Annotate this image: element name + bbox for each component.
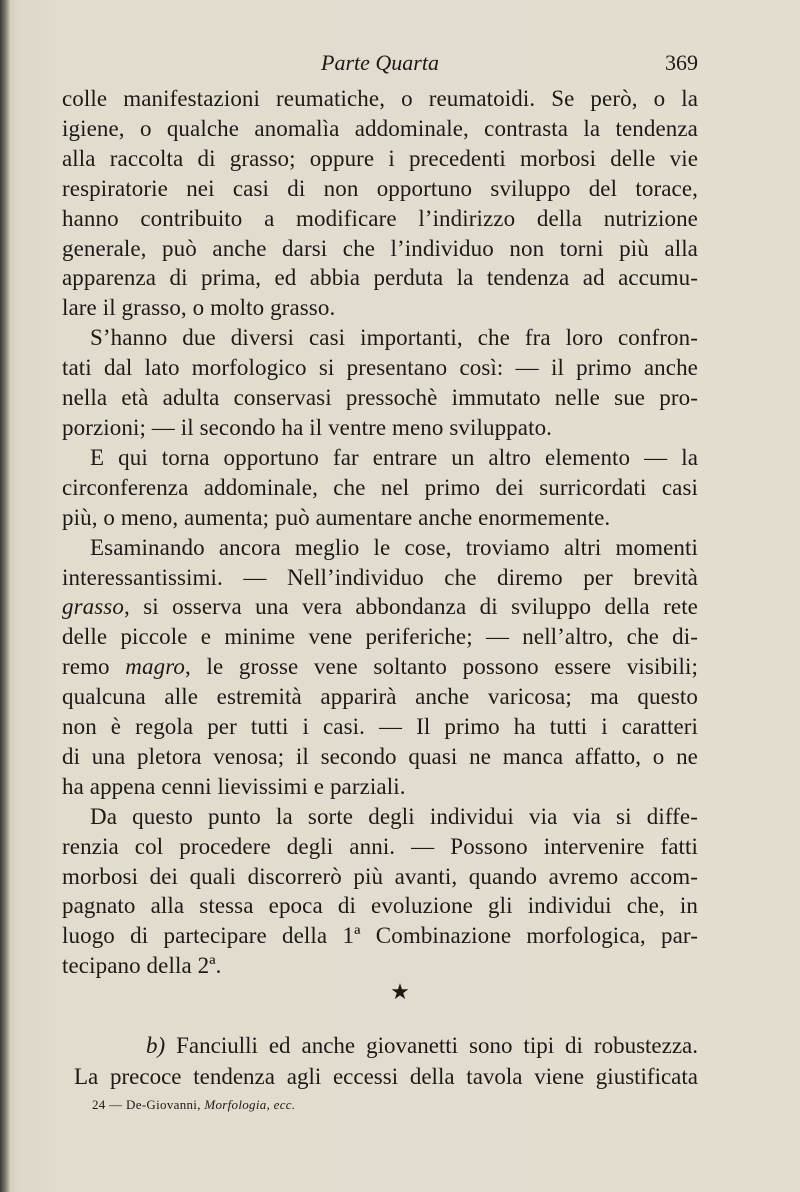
paragraph <box>62 84 698 323</box>
text-line: E qui torna opportuno far entrare un altro elemento — la <box>90 444 698 470</box>
text-line: porzioni; — il secondo ha il ventre meno sviluppato. <box>62 414 553 440</box>
text-line: b) Fanciulli ed anche giovanetti sono tipi di robustezza. <box>146 1033 698 1058</box>
page-number: 369 <box>665 50 698 75</box>
text-line: non è regola per tutti i casi. — Il primo ha tutti i caratteri <box>62 714 698 740</box>
text-line: igiene, o qualche anomalìa addominale, contrasta la tendenza <box>62 115 698 141</box>
text-line: alla raccolta di grasso; oppure i precedenti morbosi delle vie <box>62 145 698 171</box>
text-line: pagnato alla stessa epoca di evoluzione gli individui che, in <box>62 893 698 919</box>
running-header <box>62 50 698 78</box>
text-line: apparenza di prima, ed abbia perduta la tendenza ad accumu- <box>62 265 698 291</box>
text-line: S’hanno due diversi casi importanti, che fra loro confron- <box>90 325 698 351</box>
footer-work-title: Morfologia, ecc. <box>204 1097 296 1112</box>
text-line: più, o meno, aumenta; può aumentare anche enormemente. <box>62 504 611 530</box>
text-line: Da questo punto la sorte degli individui via via si diffe- <box>90 803 698 829</box>
text-line: hanno contribuito a modificare l’indirizzo della nutrizione <box>62 205 698 231</box>
text-line: delle piccole e minime vene periferiche; — nell’altro, che di- <box>62 624 698 650</box>
text-line: renzia col procedere degli anni. — Possono intervenire fatti <box>62 833 698 859</box>
paragraph <box>62 533 698 802</box>
text-line: di una pletora venosa; il secondo quasi ne manca affatto, o ne <box>62 743 698 769</box>
text-line: tati dal lato morfologico si presentano così: — il primo anche <box>62 355 698 381</box>
paragraph <box>62 443 698 533</box>
section-separator-star-icon: ★ <box>390 980 410 1005</box>
running-title: Parte Quarta <box>321 50 439 75</box>
text-line: morbosi dei quali discorrerò più avanti, quando avremo accom- <box>62 863 698 889</box>
text-line: respiratorie nei casi di non opportuno sviluppo del torace, <box>62 175 698 201</box>
signature-number: 24 <box>92 1097 106 1112</box>
text-line: tecipano della 2ª. <box>62 953 222 979</box>
text-line: grasso, si osserva una vera abbondanza di sviluppo della rete <box>62 594 698 620</box>
paragraph <box>62 323 698 443</box>
text-line: interessantissimi. — Nell’individuo che diremo per brevità <box>62 564 698 590</box>
signature-footer <box>92 1097 295 1113</box>
text-line: nella età adulta conservasi pressochè immutato nelle sue pro- <box>62 385 698 411</box>
body-text <box>62 84 698 981</box>
footer-dash: — <box>109 1097 123 1112</box>
section-b-text <box>62 1030 698 1092</box>
text-line: colle manifestazioni reumatiche, o reumatoidi. Se però, o la <box>62 86 698 111</box>
text-line: qualcuna alle estremità apparirà anche varicosa; ma questo <box>62 684 698 710</box>
book-spine-shadow <box>0 0 10 1192</box>
paragraph <box>62 802 698 981</box>
text-line: circonferenza addominale, che nel primo dei surricordati casi <box>62 474 698 500</box>
text-line: La precoce tendenza agli eccessi della tavola viene giustificata <box>74 1064 698 1089</box>
text-line: luogo di partecipare della 1ª Combinazione morfologica, par- <box>62 923 698 949</box>
footer-author: De-Giovanni, <box>126 1097 201 1112</box>
text-line: ha appena cenni lievissimi e parziali. <box>62 773 406 799</box>
text-line: remo magro, le grosse vene soltanto possono essere visibili; <box>62 654 698 680</box>
text-line: generale, può anche darsi che l’individuo non torni più alla <box>62 235 698 261</box>
text-line: lare il grasso, o molto grasso. <box>62 295 336 321</box>
text-line: Esaminando ancora meglio le cose, troviamo altri momenti <box>90 534 698 560</box>
